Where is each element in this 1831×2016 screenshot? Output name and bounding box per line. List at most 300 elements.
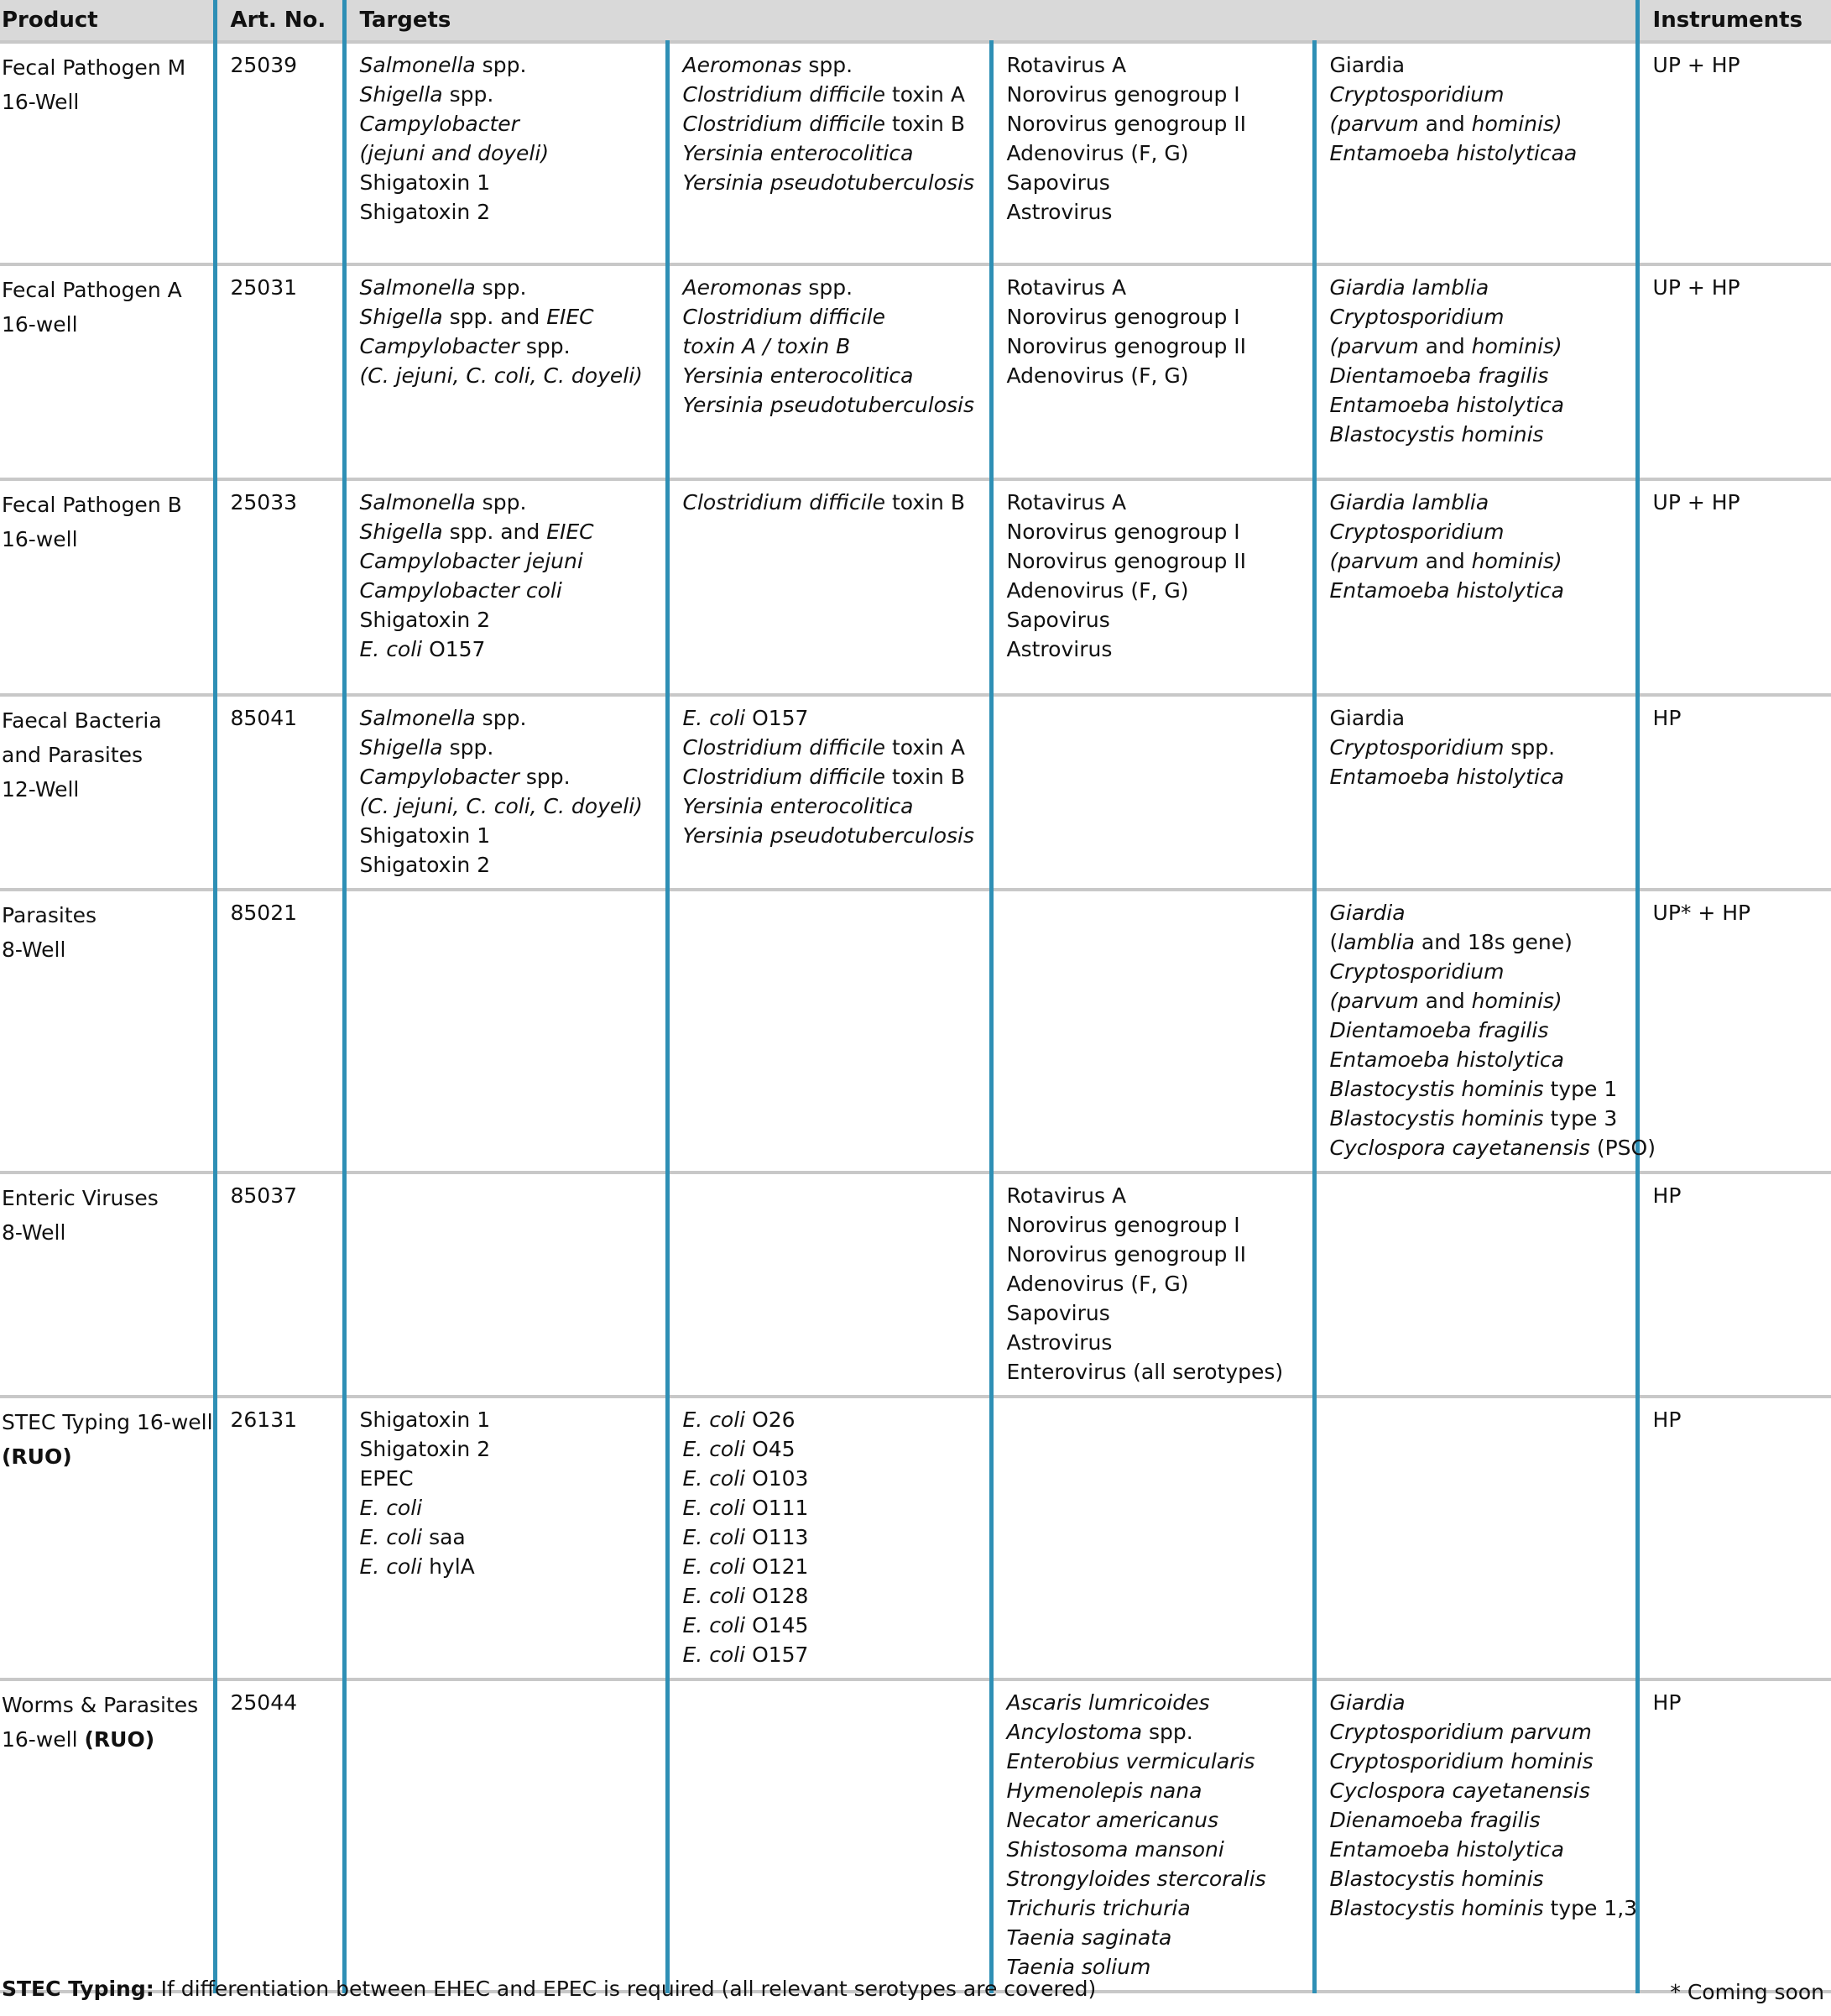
text-segment: E. coli <box>682 1643 746 1667</box>
target-item <box>1007 1328 1306 1357</box>
target-item <box>1330 50 1629 80</box>
product-name-cell <box>0 890 215 1173</box>
text-segment: toxin A <box>885 82 965 107</box>
text-segment: (RUO) <box>2 1444 72 1469</box>
text-segment: Trichuris trichuria <box>1006 1896 1191 1920</box>
text-segment: and <box>1418 112 1472 136</box>
text-segment: Shigella <box>359 520 443 544</box>
target-item <box>683 109 983 138</box>
art-no-cell: 25031 <box>215 264 344 479</box>
target-item <box>1330 1864 1629 1893</box>
target-item <box>360 733 659 762</box>
text-segment: O111 <box>745 1496 809 1520</box>
target-item <box>1007 302 1306 332</box>
text-segment: EIEC <box>546 305 594 329</box>
target-item <box>360 546 659 576</box>
product-name-line <box>2 932 206 967</box>
target-item <box>1007 1893 1306 1923</box>
text-segment: saa <box>422 1525 466 1549</box>
target-item <box>360 791 659 821</box>
instruments-cell: HP <box>1637 1173 1831 1397</box>
product-name-line <box>2 772 206 807</box>
text-segment: Fecal Pathogen A <box>2 278 182 302</box>
table-row <box>0 479 1831 695</box>
header-row <box>0 0 1831 42</box>
text-segment: Dienamoeba fragilis <box>1329 1808 1541 1832</box>
text-segment: Norovirus genogroup II <box>1006 1242 1247 1267</box>
text-segment: Rotavirus A <box>1006 1183 1127 1208</box>
target-item <box>683 1640 983 1669</box>
table-row <box>0 1397 1831 1679</box>
text-segment: Astrovirus <box>1006 637 1113 661</box>
text-segment: spp. <box>475 275 527 300</box>
text-segment: Taenia saginata <box>1006 1925 1172 1950</box>
product-name-line <box>2 522 206 556</box>
text-segment: hominis) <box>1471 334 1562 358</box>
footer-note-text: If differentiation between EHEC and EPEC is required (all relevant serotypes are covered) <box>154 1977 1097 2001</box>
table-row <box>0 264 1831 479</box>
target-item <box>1330 927 1629 957</box>
text-segment: Parasites <box>2 903 97 927</box>
target-item <box>683 138 983 168</box>
text-segment: E. coli <box>682 1525 746 1549</box>
text-segment: Campylobacter coli <box>359 578 562 603</box>
text-segment: and <box>1418 334 1472 358</box>
text-segment: O45 <box>745 1437 796 1461</box>
text-segment: 16-well <box>2 1727 85 1752</box>
text-segment: Sapovirus <box>1006 170 1110 195</box>
instruments-cell: HP <box>1637 1679 1831 1992</box>
text-segment: Hymenolepis nana <box>1006 1778 1202 1803</box>
product-name-cell <box>0 42 215 264</box>
target-item <box>683 791 983 821</box>
target-item <box>1007 605 1306 635</box>
table-body <box>0 42 1831 1992</box>
text-segment: Entamoeba histolytica <box>1329 1047 1564 1072</box>
text-segment: Norovirus genogroup I <box>1006 305 1240 329</box>
target-item <box>1330 1835 1629 1864</box>
text-segment: hominis) <box>1471 989 1562 1013</box>
text-segment: Worms & Parasites <box>2 1693 199 1717</box>
text-segment: Norovirus genogroup I <box>1006 520 1240 544</box>
targets-viruses-cell <box>991 42 1314 264</box>
table-row <box>0 695 1831 890</box>
target-item <box>1007 517 1306 546</box>
targets-parasites-cell <box>1314 890 1656 1173</box>
text-segment: Ancylostoma <box>1006 1720 1143 1744</box>
target-item <box>1330 1805 1629 1835</box>
target-item <box>360 80 659 109</box>
text-segment: Rotavirus A <box>1006 275 1127 300</box>
target-item <box>1007 1269 1306 1298</box>
product-name-cell <box>0 264 215 479</box>
text-segment: Necator americanus <box>1006 1808 1219 1832</box>
target-item <box>1330 138 1629 168</box>
target-item <box>360 517 659 546</box>
text-segment: E. coli <box>682 1613 746 1637</box>
text-segment: Ascaris lumricoides <box>1006 1690 1210 1715</box>
instruments-cell: UP + HP <box>1637 479 1831 695</box>
target-item <box>1330 957 1629 986</box>
targets-parasites-cell <box>1314 479 1637 695</box>
text-segment: Rotavirus A <box>1006 490 1127 514</box>
target-item <box>360 762 659 791</box>
target-item <box>360 1434 659 1464</box>
target-item <box>683 1405 983 1434</box>
text-segment: (parvum <box>1329 989 1419 1013</box>
text-segment: and <box>1418 989 1472 1013</box>
art-no-cell: 26131 <box>215 1397 344 1679</box>
text-segment: Adenovirus (F, G) <box>1006 363 1189 388</box>
target-item <box>360 1464 659 1493</box>
target-item <box>1007 546 1306 576</box>
text-segment: Shigella <box>359 82 443 107</box>
target-item <box>683 1434 983 1464</box>
text-segment: Fecal Pathogen M <box>2 55 186 80</box>
art-no-cell: 25039 <box>215 42 344 264</box>
text-segment: Yersinia pseudotuberculosis <box>682 170 974 195</box>
text-segment: spp. <box>519 765 571 789</box>
product-name-line <box>2 488 206 522</box>
product-name-line <box>2 898 206 932</box>
text-segment: Sapovirus <box>1006 608 1110 632</box>
text-segment: Fecal Pathogen B <box>2 493 182 517</box>
text-segment: EPEC <box>359 1466 414 1491</box>
product-name-line <box>2 1215 206 1250</box>
text-segment: Dientamoeba fragilis <box>1329 1018 1549 1042</box>
text-segment: spp. <box>442 82 494 107</box>
text-segment: O145 <box>745 1613 809 1637</box>
target-item <box>360 850 659 880</box>
text-segment: Clostridium difficile <box>682 82 886 107</box>
text-segment: and Parasites <box>2 743 143 767</box>
text-segment: E. coli <box>682 1408 746 1432</box>
targets-viruses-cell <box>991 1173 1314 1397</box>
text-segment: Shigatoxin 2 <box>359 853 491 877</box>
target-item <box>683 302 983 332</box>
text-segment: type 3 <box>1543 1106 1618 1131</box>
text-segment: Cryptosporidium hominis <box>1329 1749 1594 1773</box>
target-item <box>360 1405 659 1434</box>
target-item <box>683 703 983 733</box>
target-item <box>1330 420 1629 449</box>
text-segment: Shigatoxin 2 <box>359 1437 491 1461</box>
target-item <box>1007 576 1306 605</box>
text-segment: E. coli <box>359 1496 423 1520</box>
target-item <box>683 1611 983 1640</box>
target-item <box>683 762 983 791</box>
text-segment: Astrovirus <box>1006 200 1113 224</box>
target-item <box>1007 1688 1306 1717</box>
target-item <box>1007 1717 1306 1747</box>
target-item <box>683 1552 983 1581</box>
text-segment: Campylobacter <box>359 334 519 358</box>
text-segment: Clostridium difficile <box>682 305 886 329</box>
text-segment: Campylobacter <box>359 765 519 789</box>
target-item <box>1007 80 1306 109</box>
text-segment: hylA <box>422 1554 475 1579</box>
target-item <box>360 703 659 733</box>
target-item <box>1330 390 1629 420</box>
targets-viruses-cell <box>991 1679 1314 1992</box>
text-segment: (PSO) <box>1589 1136 1656 1160</box>
text-segment: Salmonella <box>359 706 476 730</box>
text-segment: Blastocystis hominis <box>1329 1867 1544 1891</box>
text-segment: Astrovirus <box>1006 1330 1113 1355</box>
text-segment: E. coli <box>359 637 423 661</box>
text-segment: toxin A <box>885 735 965 760</box>
text-segment: Giardia lamblia <box>1329 490 1489 514</box>
targets-parasites-cell <box>1314 1397 1637 1679</box>
targets-bacteria-2-cell <box>667 1173 991 1397</box>
text-segment: 16-Well <box>2 90 80 114</box>
target-item <box>360 138 659 168</box>
text-segment: E. coli <box>682 1584 746 1608</box>
target-item <box>683 488 983 517</box>
text-segment: Rotavirus A <box>1006 53 1127 77</box>
target-item <box>1330 1104 1629 1133</box>
text-segment: E. coli <box>682 1554 746 1579</box>
product-name-line <box>2 1439 206 1474</box>
instruments-cell: UP* + HP <box>1637 890 1831 1173</box>
text-segment: E. coli <box>359 1554 423 1579</box>
targets-bacteria-cell <box>344 42 667 264</box>
text-segment: (RUO) <box>84 1727 155 1752</box>
text-segment: Yersinia enterocolitica <box>682 141 914 165</box>
text-segment: Shigatoxin 1 <box>359 1408 491 1432</box>
targets-bacteria-2-cell <box>667 479 991 695</box>
text-segment: Giardia <box>1329 53 1406 77</box>
text-segment: Yersinia enterocolitica <box>682 794 914 818</box>
target-item <box>360 605 659 635</box>
target-item <box>1330 488 1629 517</box>
text-segment: (C. jejuni, C. coli, C. doyeli) <box>359 363 643 388</box>
target-item <box>1330 1688 1629 1717</box>
text-segment: O128 <box>745 1584 809 1608</box>
targets-bacteria-cell <box>344 264 667 479</box>
targets-bacteria-2-cell <box>667 890 991 1173</box>
header-product: Product <box>0 0 215 42</box>
product-name-line <box>2 307 206 342</box>
targets-bacteria-2-cell <box>667 42 991 264</box>
text-segment: E. coli <box>682 1466 746 1491</box>
targets-bacteria-2-cell <box>667 1679 991 1992</box>
text-segment: Norovirus genogroup I <box>1006 82 1240 107</box>
text-segment: Cryptosporidium <box>1329 520 1505 544</box>
target-item <box>1007 488 1306 517</box>
text-segment: toxin B <box>885 112 965 136</box>
target-item <box>360 50 659 80</box>
targets-bacteria-2-cell <box>667 695 991 890</box>
text-segment: Enteric Viruses <box>2 1186 159 1210</box>
text-segment: Shigella <box>359 305 443 329</box>
text-segment: and <box>1418 549 1472 573</box>
product-name-cell <box>0 1173 215 1397</box>
target-item <box>1330 1747 1629 1776</box>
text-segment: spp. <box>475 53 527 77</box>
text-segment: lamblia <box>1338 930 1415 954</box>
text-segment: O121 <box>745 1554 809 1579</box>
text-segment: spp. <box>1142 1720 1193 1744</box>
instruments-cell: UP + HP <box>1637 264 1831 479</box>
text-segment: toxin A / toxin B <box>682 334 851 358</box>
text-segment: Shistosoma mansoni <box>1006 1837 1224 1862</box>
text-segment: Shigatoxin 2 <box>359 200 491 224</box>
targets-bacteria-cell <box>344 695 667 890</box>
target-item <box>360 1552 659 1581</box>
art-no-cell: 85037 <box>215 1173 344 1397</box>
target-item <box>1007 1835 1306 1864</box>
target-item <box>360 109 659 138</box>
art-no-cell: 85021 <box>215 890 344 1173</box>
text-segment: Giardia <box>1329 1690 1406 1715</box>
text-segment: Cryptosporidium <box>1329 82 1505 107</box>
targets-bacteria-cell <box>344 1173 667 1397</box>
target-item <box>683 733 983 762</box>
targets-bacteria-cell <box>344 479 667 695</box>
product-name-line <box>2 703 206 738</box>
text-segment: Giardia <box>1329 706 1406 730</box>
header-art-no: Art. No. <box>215 0 344 42</box>
product-name-line <box>2 273 206 307</box>
target-item <box>1330 1717 1629 1747</box>
target-item <box>1330 986 1629 1016</box>
table-row <box>0 42 1831 264</box>
text-segment: toxin B <box>885 490 965 514</box>
text-segment: Cyclospora cayetanensis <box>1329 1136 1590 1160</box>
text-segment: 12-Well <box>2 777 80 802</box>
product-name-line <box>2 1688 206 1722</box>
targets-bacteria-2-cell <box>667 1397 991 1679</box>
text-segment: spp. <box>1504 735 1556 760</box>
text-segment: Entamoeba histolytica <box>1329 393 1564 417</box>
text-segment: Faecal Bacteria <box>2 708 162 733</box>
text-segment: Norovirus genogroup II <box>1006 112 1247 136</box>
target-item <box>1007 138 1306 168</box>
product-name-cell <box>0 1679 215 1992</box>
target-item <box>1330 762 1629 791</box>
text-segment: spp. and <box>442 520 547 544</box>
target-item <box>1007 109 1306 138</box>
text-segment: STEC Typing 16-well <box>2 1410 213 1434</box>
target-item <box>1007 1864 1306 1893</box>
target-item <box>360 361 659 390</box>
targets-viruses-cell <box>991 479 1314 695</box>
target-item <box>1330 332 1629 361</box>
instruments-cell: HP <box>1637 1397 1831 1679</box>
text-segment: Strongyloides stercoralis <box>1006 1867 1266 1891</box>
text-segment: type 1,3 <box>1543 1896 1638 1920</box>
target-item <box>683 332 983 361</box>
target-item <box>1007 332 1306 361</box>
target-item <box>1330 1016 1629 1045</box>
text-segment: Salmonella <box>359 275 476 300</box>
coming-soon-note: * Coming soon <box>1670 1980 1824 2004</box>
text-segment: Blastocystis hominis <box>1329 1106 1544 1131</box>
target-item <box>1007 1210 1306 1240</box>
text-segment: spp. <box>442 735 494 760</box>
target-item <box>360 1493 659 1522</box>
text-segment: Yersinia pseudotuberculosis <box>682 393 974 417</box>
text-segment: Blastocystis hominis <box>1329 422 1544 447</box>
instruments-cell: HP <box>1637 695 1831 890</box>
text-segment: Yersinia pseudotuberculosis <box>682 823 974 848</box>
target-item <box>683 273 983 302</box>
text-segment: Blastocystis hominis <box>1329 1077 1544 1101</box>
text-segment: Enterobius vermicularis <box>1006 1749 1255 1773</box>
product-name-cell <box>0 695 215 890</box>
text-segment: O157 <box>745 706 809 730</box>
text-segment: Salmonella <box>359 53 476 77</box>
text-segment: spp. <box>801 53 853 77</box>
product-name-cell <box>0 1397 215 1679</box>
text-segment: Entamoeba histolytica <box>1329 1837 1564 1862</box>
art-no-cell: 25044 <box>215 1679 344 1992</box>
text-segment: Sapovirus <box>1006 1301 1110 1325</box>
text-segment: Shigatoxin 1 <box>359 170 491 195</box>
target-item <box>1330 546 1629 576</box>
text-segment: (C. jejuni, C. coli, C. doyeli) <box>359 794 643 818</box>
text-segment: Entamoeba histolytica <box>1329 578 1564 603</box>
targets-viruses-cell <box>991 264 1314 479</box>
text-segment: Norovirus genogroup I <box>1006 1213 1240 1237</box>
targets-viruses-cell <box>991 695 1314 890</box>
targets-parasites-cell <box>1314 42 1637 264</box>
text-segment: Salmonella <box>359 490 476 514</box>
header-targets: Targets <box>344 0 1637 42</box>
target-item <box>1007 168 1306 197</box>
instruments-cell: UP + HP <box>1637 42 1831 264</box>
text-segment: Clostridium difficile <box>682 112 886 136</box>
target-item <box>683 80 983 109</box>
target-item <box>683 821 983 850</box>
text-segment: 8-Well <box>2 1220 66 1245</box>
text-segment: Shigatoxin 1 <box>359 823 491 848</box>
product-name-line <box>2 1722 206 1757</box>
target-item <box>1007 1747 1306 1776</box>
text-segment: Enterovirus (all serotypes) <box>1006 1360 1284 1384</box>
text-segment: O113 <box>745 1525 809 1549</box>
target-item <box>1330 361 1629 390</box>
target-item <box>683 50 983 80</box>
target-item <box>360 273 659 302</box>
product-name-cell <box>0 479 215 695</box>
text-segment: Cyclospora cayetanensis <box>1329 1778 1590 1803</box>
target-item <box>1330 576 1629 605</box>
target-item <box>1330 703 1629 733</box>
product-name-line <box>2 50 206 85</box>
text-segment: Cryptosporidium <box>1329 959 1505 984</box>
text-segment: Cryptosporidium parvum <box>1329 1720 1592 1744</box>
text-segment: EIEC <box>546 520 594 544</box>
text-segment: E. coli <box>359 1525 423 1549</box>
table-row <box>0 890 1831 1173</box>
target-item <box>360 488 659 517</box>
text-segment: type 1 <box>1543 1077 1618 1101</box>
targets-parasites-cell <box>1314 264 1637 479</box>
table-header <box>0 0 1831 42</box>
text-segment: Taenia solium <box>1006 1955 1151 1979</box>
text-segment: Norovirus genogroup II <box>1006 334 1247 358</box>
target-item <box>1330 109 1629 138</box>
target-item <box>683 1522 983 1552</box>
text-segment: 16-well <box>2 312 78 337</box>
targets-viruses-cell <box>991 1397 1314 1679</box>
text-segment: ( <box>1329 930 1338 954</box>
target-item <box>360 332 659 361</box>
target-item <box>1330 80 1629 109</box>
text-segment: hominis) <box>1471 112 1562 136</box>
